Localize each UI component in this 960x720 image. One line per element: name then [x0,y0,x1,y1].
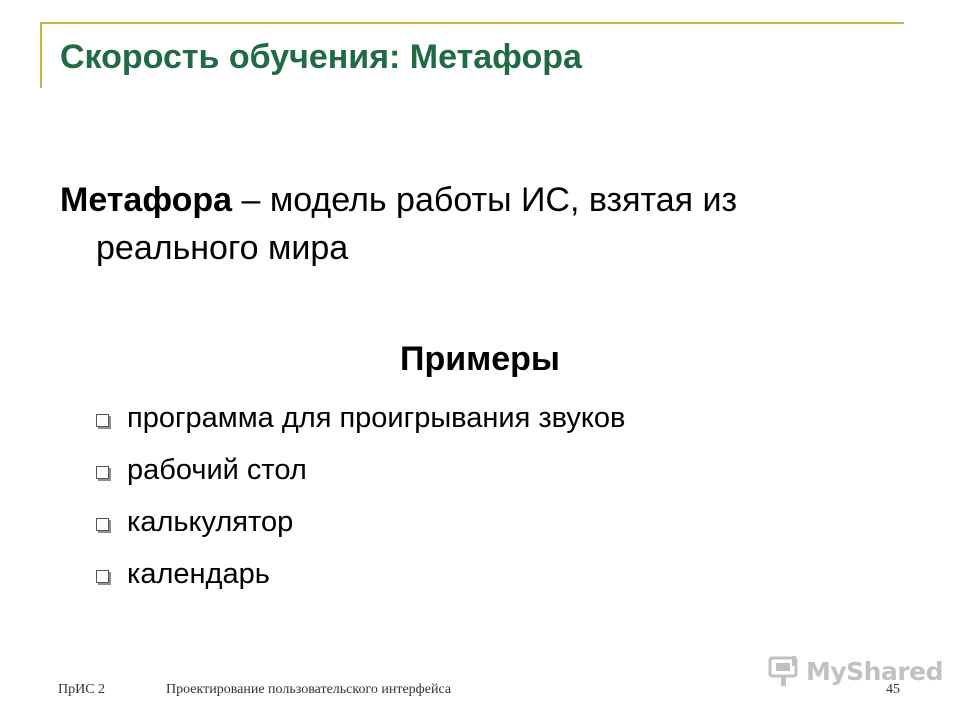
list-item-text: программа для проигрывания звуков [127,401,626,434]
checkbox-bullet-icon [96,570,109,583]
list-item-text: календарь [127,557,270,590]
list-item [96,496,625,548]
slide-title: Скорость обучения: Метафора [60,38,582,76]
list-item [96,444,625,496]
watermark-logo [766,654,943,688]
checkbox-bullet-icon [96,414,109,427]
list-item-text: рабочий стол [127,453,307,486]
footer-subject: Проектирование пользовательского интерфейса [166,682,452,697]
definition-term: Метафора [60,181,233,219]
list-item-text: калькулятор [127,505,294,538]
checkbox-bullet-icon [96,466,109,479]
page-number: 45 [886,682,900,697]
definition-text-line2: реального мира [96,229,349,267]
examples-list [96,392,625,600]
definition-paragraph [60,176,920,272]
definition-text: – модель работы ИС, взятая из [232,181,738,219]
examples-heading: Примеры [400,340,560,378]
watermark-text: MyShared [806,656,944,686]
slide-frame-left [40,22,42,88]
footer-course: ПрИС 2 [58,682,106,697]
list-item [96,548,625,600]
list-item [96,392,625,444]
mailbox-icon [766,654,802,688]
slide-frame-top [40,22,904,24]
checkbox-bullet-icon [96,518,109,531]
